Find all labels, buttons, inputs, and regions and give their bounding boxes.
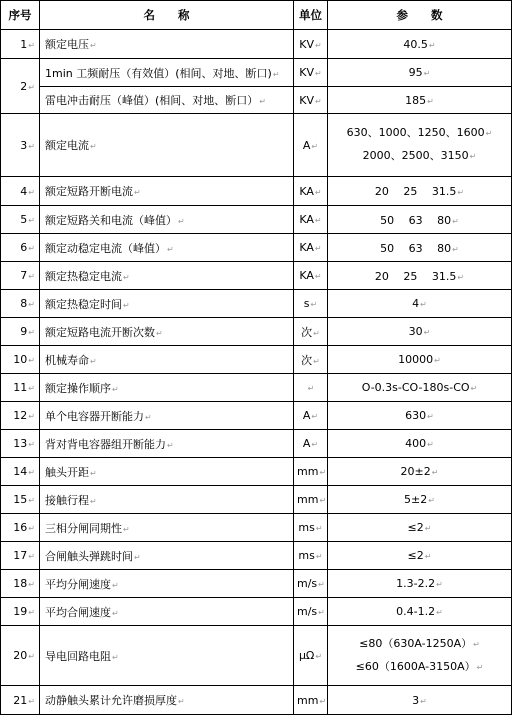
paragraph-mark-icon: ↵ [427, 440, 434, 449]
param-unit-text: mm [297, 493, 319, 506]
paragraph-mark-icon: ↵ [28, 384, 35, 393]
param-value [328, 570, 512, 598]
row-number [1, 114, 40, 177]
param-name-text: 1min 工频耐压（有效值）(相间、对地、断口) [45, 66, 272, 80]
param-value-text: 20±2 [400, 465, 431, 478]
paragraph-mark-icon: ↵ [310, 300, 318, 309]
param-name-text: 平均分闸速度 [45, 577, 111, 591]
param-value-text: 1.3-2.2 [396, 577, 436, 590]
param-name [40, 346, 294, 374]
param-name [40, 430, 294, 458]
row-number-text: 21 [13, 693, 28, 707]
table-row [1, 458, 512, 486]
paragraph-mark-icon: ↵ [112, 652, 119, 662]
param-value-text: 630、1000、1250、1600 [346, 126, 485, 139]
param-name [40, 374, 294, 402]
param-unit [294, 346, 328, 374]
paragraph-mark-icon: ↵ [457, 272, 465, 282]
param-value-text: 10000 [398, 353, 434, 366]
paragraph-mark-icon: ↵ [28, 272, 35, 281]
param-name-text: 背对背电容器组开断能力 [45, 437, 166, 451]
param-unit-text: mm [297, 693, 319, 707]
param-name [40, 486, 294, 514]
row-number [1, 570, 40, 598]
row-number [1, 262, 40, 290]
paragraph-mark-icon: ↵ [28, 608, 35, 617]
paragraph-mark-icon: ↵ [307, 384, 315, 393]
param-name [40, 318, 294, 346]
paragraph-mark-icon: ↵ [311, 440, 319, 449]
row-number-text: 6 [20, 241, 28, 254]
param-value [328, 290, 512, 318]
param-name-text: 动静触头累计允许磨损厚度 [45, 694, 177, 707]
row-number [1, 430, 40, 458]
param-unit-text: KA [299, 213, 314, 226]
param-name-text: 额定短路关和电流（峰值） [45, 213, 177, 227]
table-row [1, 87, 512, 114]
param-name-text: 接触行程 [45, 493, 89, 507]
row-number-text: 4 [20, 184, 28, 198]
row-number-text: 3 [20, 138, 28, 152]
table-row [1, 374, 512, 402]
param-name [40, 626, 294, 686]
paragraph-mark-icon: ↵ [315, 652, 323, 661]
param-name-text: 触头开距 [45, 465, 89, 479]
param-value-line [331, 145, 508, 168]
paragraph-mark-icon: ↵ [315, 96, 322, 106]
param-unit-text: A [302, 437, 311, 450]
param-unit-text: KA [299, 241, 314, 254]
param-value-text: 95 [408, 66, 423, 79]
param-unit-text: mm [297, 465, 319, 478]
param-value-text: 4 [412, 297, 420, 310]
paragraph-mark-icon: ↵ [427, 96, 434, 106]
paragraph-mark-icon: ↵ [436, 608, 443, 617]
param-unit-text: KV [299, 66, 315, 79]
param-name [40, 598, 294, 626]
param-name [40, 30, 294, 59]
row-number-text: 1 [20, 37, 28, 51]
row-number-text: 12 [13, 409, 28, 422]
row-number-text: 11 [13, 381, 28, 394]
param-name-text: 额定热稳定时间 [45, 297, 122, 311]
paragraph-mark-icon: ↵ [123, 272, 130, 282]
paragraph-mark-icon: ↵ [313, 356, 320, 366]
param-name [40, 114, 294, 177]
header-no: 序号 [1, 1, 40, 30]
paragraph-mark-icon: ↵ [423, 69, 431, 78]
param-name [40, 458, 294, 486]
param-value [328, 598, 512, 626]
paragraph-mark-icon: ↵ [311, 412, 319, 421]
row-number [1, 30, 40, 59]
param-value [328, 486, 512, 514]
param-value-text: ≤60（1600A-3150A） [355, 659, 476, 673]
paragraph-mark-icon: ↵ [485, 129, 493, 138]
row-number-text: 15 [13, 493, 28, 506]
param-name-text: 三相分闸同期性 [45, 521, 122, 535]
row-number [1, 402, 40, 430]
param-unit [294, 458, 328, 486]
paragraph-mark-icon: ↵ [311, 141, 319, 151]
param-value-text: ≤2 [407, 521, 424, 534]
row-number [1, 486, 40, 514]
paragraph-mark-icon: ↵ [319, 468, 327, 477]
paragraph-mark-icon: ↵ [28, 328, 35, 337]
param-unit [294, 542, 328, 570]
param-name-text: 额定电压 [45, 38, 89, 51]
paragraph-mark-icon: ↵ [156, 328, 163, 338]
table-row [1, 514, 512, 542]
param-unit-text: 次 [301, 353, 313, 367]
row-number-text: 18 [13, 577, 28, 590]
paragraph-mark-icon: ↵ [431, 468, 439, 477]
param-value-text: 5±2 [404, 493, 428, 506]
row-number [1, 177, 40, 206]
param-value-line [331, 656, 508, 679]
paragraph-mark-icon: ↵ [90, 356, 97, 366]
row-number-text: 9 [20, 325, 28, 338]
paragraph-mark-icon: ↵ [28, 440, 35, 449]
row-number [1, 59, 40, 114]
param-unit [294, 206, 328, 234]
paragraph-mark-icon: ↵ [428, 496, 435, 505]
paragraph-mark-icon: ↵ [28, 141, 35, 151]
paragraph-mark-icon: ↵ [319, 696, 327, 706]
param-value [328, 458, 512, 486]
paragraph-mark-icon: ↵ [178, 216, 185, 226]
table-row [1, 318, 512, 346]
param-unit-text: KA [299, 184, 314, 198]
paragraph-mark-icon: ↵ [469, 152, 477, 161]
param-unit-text: A [302, 409, 311, 422]
table-row [1, 402, 512, 430]
paragraph-mark-icon: ↵ [28, 300, 35, 309]
param-unit [294, 114, 328, 177]
paragraph-mark-icon: ↵ [315, 69, 322, 78]
row-number [1, 598, 40, 626]
row-number [1, 290, 40, 318]
table-row [1, 486, 512, 514]
param-name-text: 额定操作顺序 [45, 381, 111, 395]
param-value-text: ≤2 [407, 549, 424, 562]
paragraph-mark-icon: ↵ [424, 552, 432, 561]
param-unit [294, 514, 328, 542]
paragraph-mark-icon: ↵ [28, 356, 35, 365]
paragraph-mark-icon: ↵ [28, 524, 35, 533]
param-unit [294, 30, 328, 59]
paragraph-mark-icon: ↵ [112, 608, 119, 618]
paragraph-mark-icon: ↵ [28, 496, 35, 505]
paragraph-mark-icon: ↵ [436, 580, 443, 589]
paragraph-mark-icon: ↵ [452, 244, 459, 254]
param-value-text: 40.5 [403, 37, 428, 51]
paragraph-mark-icon: ↵ [318, 580, 325, 589]
param-value [328, 206, 512, 234]
param-value-text: 20 25 31.5 [374, 185, 457, 198]
table-row [1, 346, 512, 374]
param-value [328, 402, 512, 430]
param-value [328, 234, 512, 262]
param-unit [294, 374, 328, 402]
paragraph-mark-icon: ↵ [134, 552, 141, 562]
paragraph-mark-icon: ↵ [315, 524, 323, 533]
param-unit [294, 234, 328, 262]
param-value-text: 20 25 31.5 [374, 269, 457, 283]
param-name [40, 87, 294, 114]
param-value [328, 346, 512, 374]
row-number-text: 19 [13, 605, 28, 618]
paragraph-mark-icon: ↵ [112, 580, 119, 590]
param-unit [294, 177, 328, 206]
row-number-text: 7 [20, 269, 28, 282]
paragraph-mark-icon: ↵ [470, 384, 478, 393]
param-value-text: 2000、2500、3150 [362, 149, 469, 162]
paragraph-mark-icon: ↵ [423, 328, 431, 337]
param-unit-text: s [303, 297, 310, 310]
param-value [328, 177, 512, 206]
param-value-text: 50 63 80 [380, 241, 452, 255]
row-number [1, 234, 40, 262]
paragraph-mark-icon: ↵ [28, 412, 35, 421]
param-name-text: 额定短路电流开断次数 [45, 325, 155, 339]
param-unit [294, 318, 328, 346]
param-name-text: 合闸触头弹跳时间 [45, 549, 133, 563]
paragraph-mark-icon: ↵ [28, 244, 35, 253]
row-number-text: 16 [13, 521, 28, 534]
param-name [40, 290, 294, 318]
paragraph-mark-icon: ↵ [314, 244, 322, 253]
row-number-text: 14 [13, 465, 28, 478]
paragraph-mark-icon: ↵ [28, 580, 35, 589]
param-unit-text: 次 [301, 325, 313, 339]
row-number-text: 10 [13, 353, 28, 366]
param-name-text: 机械寿命 [45, 353, 89, 367]
header-unit: 单位 [294, 1, 328, 30]
param-unit-text: μΩ [298, 649, 315, 662]
paragraph-mark-icon: ↵ [272, 69, 280, 79]
param-unit-text: A [302, 138, 311, 152]
param-value-text: 630 [405, 409, 427, 422]
row-number-text: 5 [20, 213, 28, 226]
param-unit [294, 87, 328, 114]
paragraph-mark-icon: ↵ [28, 652, 35, 661]
param-value [328, 318, 512, 346]
paragraph-mark-icon: ↵ [134, 188, 141, 197]
paragraph-mark-icon: ↵ [420, 696, 427, 706]
param-value [328, 374, 512, 402]
paragraph-mark-icon: ↵ [90, 41, 97, 50]
param-value [328, 87, 512, 114]
param-name [40, 262, 294, 290]
paragraph-mark-icon: ↵ [428, 40, 436, 50]
param-value [328, 430, 512, 458]
param-unit [294, 262, 328, 290]
row-number [1, 374, 40, 402]
table-row [1, 114, 512, 177]
param-unit-text: m/s [297, 605, 318, 618]
param-unit [294, 402, 328, 430]
param-value-text: ≤80（630A-1250A） [359, 636, 473, 650]
paragraph-mark-icon: ↵ [90, 496, 97, 506]
row-number-text: 8 [20, 297, 28, 310]
table-row [1, 234, 512, 262]
param-name-text: 平均合闸速度 [45, 605, 111, 619]
param-value [328, 30, 512, 59]
row-number [1, 318, 40, 346]
paragraph-mark-icon: ↵ [452, 216, 459, 226]
paragraph-mark-icon: ↵ [315, 40, 322, 50]
param-name-text: 额定短路开断电流 [45, 185, 133, 198]
param-value [328, 542, 512, 570]
param-unit-text: ms [298, 521, 315, 534]
param-value-text: 50 63 80 [380, 213, 452, 227]
param-name [40, 234, 294, 262]
param-value-text: 400 [405, 437, 427, 450]
paragraph-mark-icon: ↵ [167, 244, 174, 254]
row-number-text: 13 [13, 437, 28, 450]
param-unit [294, 59, 328, 87]
row-number [1, 542, 40, 570]
paragraph-mark-icon: ↵ [420, 300, 427, 309]
row-number [1, 458, 40, 486]
spec-body [1, 30, 512, 715]
param-unit [294, 626, 328, 686]
paragraph-mark-icon: ↵ [167, 440, 174, 450]
param-unit [294, 290, 328, 318]
paragraph-mark-icon: ↵ [315, 552, 323, 561]
paragraph-mark-icon: ↵ [457, 188, 465, 197]
row-number-text: 20 [13, 649, 28, 662]
row-number [1, 626, 40, 686]
header-row [1, 1, 512, 30]
table-row [1, 570, 512, 598]
table-row [1, 598, 512, 626]
paragraph-mark-icon: ↵ [28, 552, 35, 561]
table-row [1, 542, 512, 570]
param-value-text: 3 [412, 693, 420, 707]
paragraph-mark-icon: ↵ [178, 697, 185, 706]
param-value-text: 0.4-1.2 [396, 605, 436, 618]
param-unit-text: KV [299, 93, 315, 107]
param-value-text: 185 [405, 93, 427, 107]
paragraph-mark-icon: ↵ [123, 524, 130, 534]
paragraph-mark-icon: ↵ [259, 97, 266, 106]
row-number [1, 514, 40, 542]
paragraph-mark-icon: ↵ [434, 356, 441, 365]
header-value: 参 数 [328, 1, 512, 30]
table-row [1, 59, 512, 87]
param-name [40, 177, 294, 206]
paragraph-mark-icon: ↵ [123, 300, 130, 310]
paragraph-mark-icon: ↵ [28, 468, 35, 477]
param-name-text: 雷电冲击耐压（峰值）(相间、对地、断口） [45, 94, 259, 107]
paragraph-mark-icon: ↵ [28, 216, 35, 225]
table-row [1, 430, 512, 458]
paragraph-mark-icon: ↵ [112, 384, 119, 394]
param-name-text: 额定热稳定电流 [45, 269, 122, 283]
row-number-text: 17 [13, 549, 28, 562]
param-unit [294, 570, 328, 598]
row-number-text: 2 [20, 79, 28, 93]
param-value [328, 59, 512, 87]
header-name: 名 称 [40, 1, 294, 30]
paragraph-mark-icon: ↵ [473, 639, 480, 649]
param-name [40, 402, 294, 430]
param-value-line [331, 122, 508, 145]
paragraph-mark-icon: ↵ [427, 412, 434, 421]
table-row [1, 206, 512, 234]
paragraph-mark-icon: ↵ [318, 608, 325, 617]
paragraph-mark-icon: ↵ [314, 187, 322, 197]
paragraph-mark-icon: ↵ [28, 40, 35, 50]
paragraph-mark-icon: ↵ [90, 142, 97, 151]
param-unit-text: KA [299, 269, 314, 282]
param-unit [294, 598, 328, 626]
param-name [40, 514, 294, 542]
param-name-text: 额定动稳定电流（峰值） [45, 241, 166, 255]
table-row [1, 626, 512, 686]
paragraph-mark-icon: ↵ [313, 328, 320, 338]
param-value [328, 262, 512, 290]
paragraph-mark-icon: ↵ [476, 662, 484, 672]
paragraph-mark-icon: ↵ [28, 696, 35, 706]
param-name [40, 206, 294, 234]
param-name [40, 542, 294, 570]
paragraph-mark-icon: ↵ [145, 412, 152, 422]
paragraph-mark-icon: ↵ [319, 496, 327, 505]
param-unit [294, 430, 328, 458]
param-unit-text: KV [299, 37, 315, 51]
param-value [328, 626, 512, 686]
param-name [40, 59, 294, 87]
paragraph-mark-icon: ↵ [314, 272, 322, 281]
param-unit [294, 486, 328, 514]
table-row [1, 262, 512, 290]
paragraph-mark-icon: ↵ [314, 216, 322, 225]
param-value-line [331, 633, 508, 656]
paragraph-mark-icon: ↵ [28, 187, 35, 197]
param-name-text: 单个电容器开断能力 [45, 409, 144, 423]
param-value [328, 514, 512, 542]
param-name-text: 额定电流 [45, 139, 89, 152]
param-name [40, 570, 294, 598]
table-row [1, 177, 512, 206]
param-value-text: 30 [408, 325, 423, 338]
param-value-text: O-0.3s-CO-180s-CO [361, 381, 470, 394]
param-value [328, 114, 512, 177]
paragraph-mark-icon: ↵ [424, 524, 432, 533]
row-number [1, 206, 40, 234]
table-row [1, 290, 512, 318]
table-row [1, 30, 512, 59]
paragraph-mark-icon: ↵ [28, 82, 35, 92]
param-unit-text: ms [298, 549, 315, 562]
row-number [1, 346, 40, 374]
paragraph-mark-icon: ↵ [90, 468, 97, 478]
param-unit-text: m/s [297, 577, 318, 590]
param-name-text: 导电回路电阻 [45, 649, 111, 663]
